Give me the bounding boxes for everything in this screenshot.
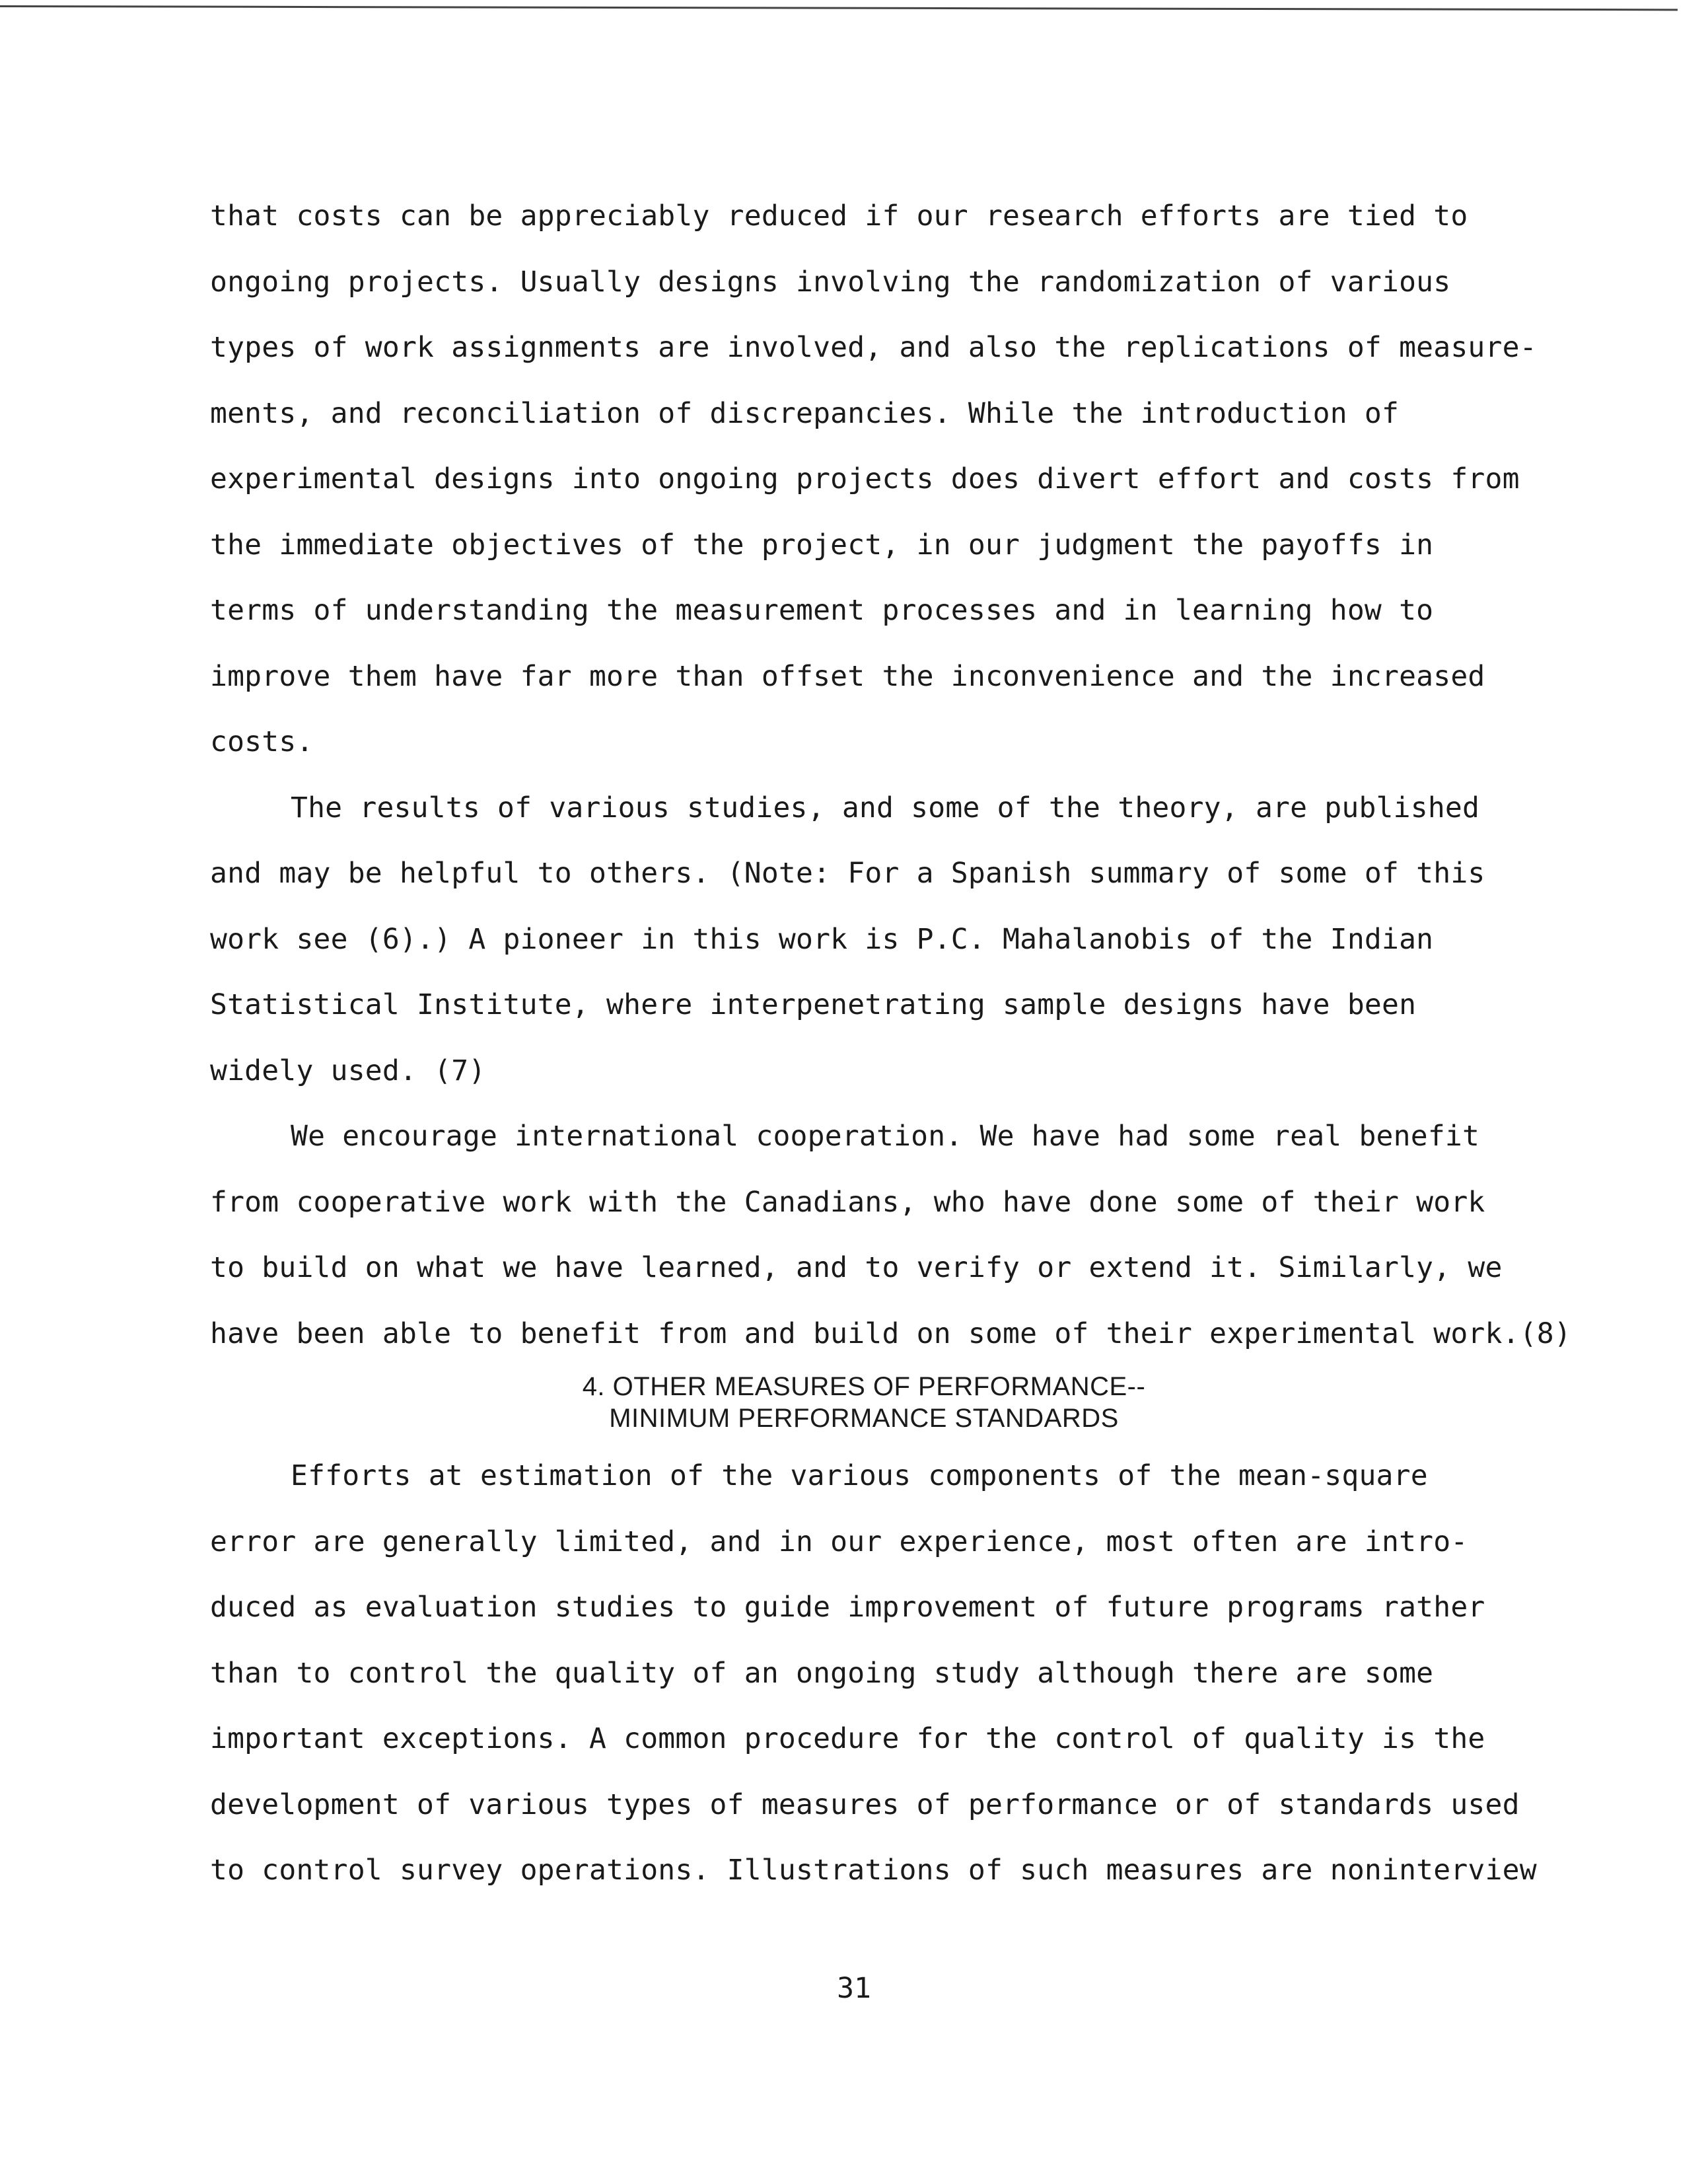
text-line: from cooperative work with the Canadians, who have done some of their work — [210, 1185, 1485, 1219]
paragraph-4 — [210, 1443, 1537, 1904]
text-line: improve them have far more than offset the inconvenience and the increased — [210, 659, 1485, 693]
text-line: development of various types of measures of performance or of standards used — [210, 1788, 1520, 1821]
paragraph-2 — [210, 776, 1518, 1105]
page-number: 31 — [837, 1972, 871, 2005]
text-line: terms of understanding the measurement processes and in learning how to — [210, 594, 1434, 627]
text-line: Statistical Institute, where interpenetrating sample designs have been — [210, 988, 1417, 1021]
text-line: and may be helpful to others. (Note: For a Spanish summary of some of this — [210, 857, 1485, 890]
text-line: that costs can be appreciably reduced if our research efforts are tied to — [210, 200, 1468, 233]
text-line: costs. — [210, 725, 314, 758]
section-heading-line-1: 4. OTHER MEASURES OF PERFORMANCE-- — [582, 1372, 1146, 1401]
text-line: experimental designs into ongoing projects does divert effort and costs from — [210, 462, 1520, 495]
paragraph-1 — [210, 184, 1537, 776]
text-line: the immediate objectives of the project, in our judgment the payoffs in — [210, 528, 1434, 562]
text-line: to control survey operations. Illustrations of such measures are noninterview — [210, 1854, 1537, 1887]
text-line: We encourage international cooperation. We have had some real benefit — [291, 1120, 1480, 1153]
text-line: Efforts at estimation of the various components of the mean-square — [291, 1459, 1428, 1492]
text-line: than to control the quality of an ongoing study although there are some — [210, 1656, 1434, 1690]
text-line: ongoing projects. Usually designs involving the randomization of various — [210, 265, 1451, 299]
text-line: The results of various studies, and some of the theory, are published — [291, 791, 1480, 824]
text-line: error are generally limited, and in our experience, most often are intro- — [210, 1525, 1468, 1558]
top-rule — [0, 5, 1678, 11]
heading-gap — [210, 1437, 1518, 1443]
text-line: types of work assignments are involved, and also the replications of measure- — [210, 331, 1537, 364]
page-body — [210, 184, 1571, 1904]
paragraph-3 — [210, 1104, 1571, 1367]
text-line: important exceptions. A common procedure for the control of quality is the — [210, 1722, 1485, 1755]
section-heading-line-2: MINIMUM PERFORMANCE STANDARDS — [609, 1404, 1119, 1433]
text-line: to build on what we have learned, and to verify or extend it. Similarly, we — [210, 1251, 1503, 1284]
text-line: ments, and reconciliation of discrepancies. While the introduction of — [210, 396, 1400, 430]
text-line: widely used. (7) — [210, 1054, 486, 1087]
text-line: work see (6).) A pioneer in this work is P.C. Mahalanobis of the Indian — [210, 922, 1434, 956]
text-line: have been able to benefit from and build on some of their experimental work.(8) — [210, 1317, 1571, 1350]
section-heading — [210, 1371, 1518, 1434]
text-line: duced as evaluation studies to guide improvement of future programs rather — [210, 1591, 1485, 1624]
